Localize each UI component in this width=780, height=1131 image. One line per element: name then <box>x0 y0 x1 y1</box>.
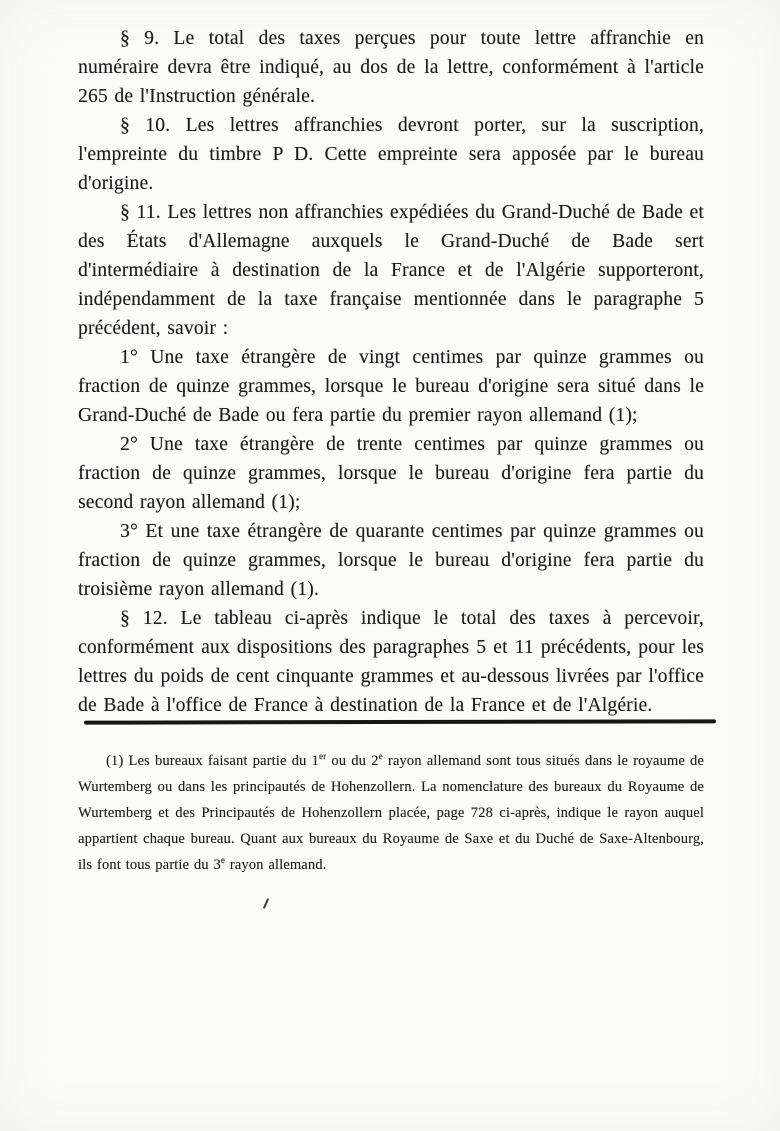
footnote-text: rayon allemand. <box>225 856 327 873</box>
footnote-text: (1) Les bureaux faisant partie du 1 <box>106 752 319 769</box>
list-item-1: 1° Une taxe étrangère de vingt centimes par quinze grammes ou fraction de quinze grammes, lorsque le bureau d'origine sera situé dans le Grand-Duché de Bade ou fera partie du premier rayon allemand (1); <box>78 347 704 426</box>
paragraph-section-9: § 9. Le total des taxes perçues pour toute lettre affranchie en numéraire devra être indiqué, au dos de la lettre, conformément à l'article 265 de l'Instruction générale. <box>78 28 704 107</box>
paragraph-section-11: § 11. Les lettres non affranchies expédiées du Grand-Duché de Bade et des États d'Allemagne auxquels le Grand-Duché de Bade sert d'intermédiaire à destination de la France et de l'Algérie supporteront, indépendamment de la taxe française mentionnée dans le paragraphe 5 précédent, savoir : <box>78 202 704 339</box>
paragraph-section-10: § 10. Les lettres affranchies devront porter, sur la suscription, l'empreinte du timbre P D. Cette empreinte sera apposée par le bureau d'origine. <box>78 115 704 194</box>
text-block <box>78 24 704 878</box>
paragraph-section-12: § 12. Le tableau ci-après indique le total des taxes à percevoir, conformément aux dispositions des paragraphes 5 et 11 précédents, pour les lettres du poids de cent cinquante grammes et au-dessous livrées par l'office de Bade à l'office de France à destination de la France et de l'Algérie. <box>78 608 704 716</box>
ink-speck <box>263 898 269 909</box>
footnote <box>78 748 704 878</box>
footnote-superscript: e <box>378 750 383 761</box>
list-item-2: 2° Une taxe étrangère de trente centimes par quinze grammes ou fraction de quinze grammes, lorsque le bureau d'origine fera partie du second rayon allemand (1); <box>78 434 704 513</box>
footnote-text: ou du 2 <box>326 752 379 769</box>
list-item-3: 3° Et une taxe étrangère de quarante centimes par quinze grammes ou fraction de quinze grammes, lorsque le bureau d'origine fera partie du troisième rayon allemand (1). <box>78 521 704 600</box>
footnote-text: rayon allemand sont tous situés dans le royaume de Wurtemberg ou dans les principautés de Hohenzollern. La nomenclature des bureaux du Royaume de Wurtemberg et des Principautés de Hohenzollern placée, page 728 ci-après, indique le rayon auquel appartient chaque bureau. Quant aux bureaux du Royaume de Saxe et du Duché de Saxe-Altenbourg, ils font tous partie du 3 <box>78 752 705 873</box>
footnote-superscript: er <box>318 750 327 761</box>
footnote-divider <box>84 719 716 724</box>
footnote-superscript: e <box>220 854 226 865</box>
